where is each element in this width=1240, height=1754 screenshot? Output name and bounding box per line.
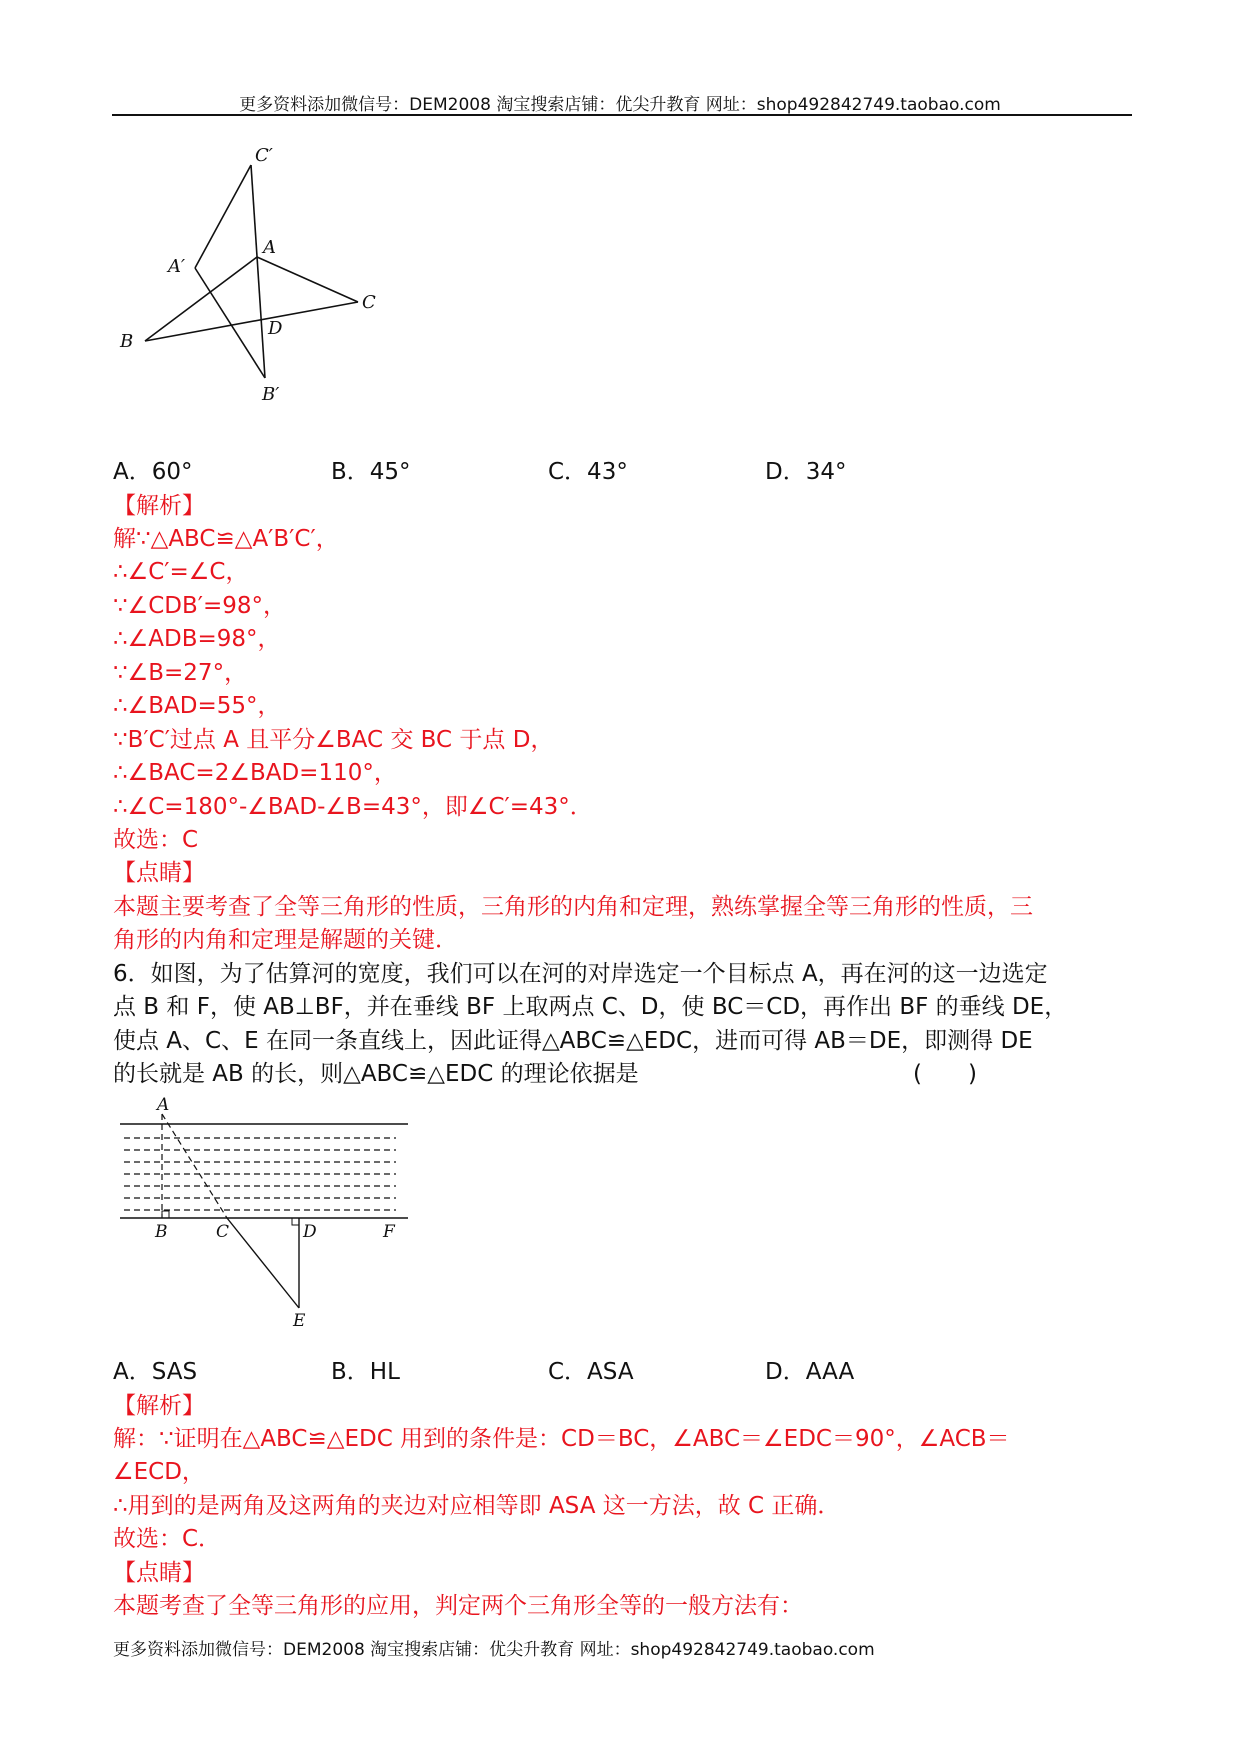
q5-option-d: D．34° [765,459,847,485]
q6-text-line: 使点 A、C、E 在同一条直线上，因此证得△ABC≌△EDC，进而可得 AB＝DE，即测得 DE [113,1028,1033,1054]
segment-c-prime-b-prime [251,165,265,378]
label-a-prime: A′ [168,256,186,277]
segment-b-c [145,302,358,341]
q5-option-a: A．60° [113,459,193,485]
q5-comment-line: 本题主要考查了全等三角形的性质，三角形的内角和定理，熟练掌握全等三角形的性质，三 [113,894,1033,920]
answer-blank: ( ) [913,1061,977,1087]
q6-comment-line: 本题考查了全等三角形的应用，判定两个三角形全等的一般方法有： [113,1593,803,1619]
q5-comment-heading: 【点睛】 [113,860,205,886]
q5-solution-line: ∵∠CDB′=98°， [113,593,287,619]
q6-solution-line: ∠ECD， [113,1459,205,1485]
label-a: A [263,237,276,258]
label-b: B [155,1222,168,1242]
q6-analysis-heading: 【解析】 [113,1393,205,1419]
right-angle-mark-d [292,1218,299,1225]
q6-option-d: D．AAA [765,1359,855,1385]
label-a: A [157,1095,170,1115]
q5-solution-line: ∴∠BAD=55°， [113,693,281,719]
right-angle-mark-b [162,1211,169,1218]
figure-river [110,1095,410,1335]
label-e: E [293,1311,306,1331]
q5-solution-line: ∴∠ADB=98°， [113,626,281,652]
q5-solution-line: ∵B′C′过点 A 且平分∠BAC 交 BC 于点 D， [113,727,554,753]
segment-c-e [227,1218,299,1308]
q6-text-line: 点 B 和 F，使 AB⊥BF，并在垂线 BF 上取两点 C、D，使 BC＝CD，再作出 BF 的垂线 DE， [113,994,1068,1020]
label-c-prime: C′ [255,145,273,166]
q6-solution-line: 解：∵证明在△ABC≌△EDC 用到的条件是：CD＝BC，∠ABC＝∠EDC＝90°，∠ACB＝ [113,1426,1010,1452]
page-header: 更多资料添加微信号：DEM2008 淘宝搜索店铺：优尖升教育 网址：shop492842749.taobao.com [239,95,1001,115]
header-divider [112,114,1132,116]
q6-text-line: 6．如图，为了估算河的宽度，我们可以在河的对岸选定一个目标点 A，再在河的这一边选定 [113,961,1048,987]
q6-comment-heading: 【点睛】 [113,1560,205,1586]
q5-solution-line: 解∵△ABC≌△A′B′C′， [113,526,339,552]
q6-text-line: 的长就是 AB 的长，则△ABC≌△EDC 的理论依据是 [113,1061,639,1087]
segment-a-b [145,257,257,341]
segment-c-prime-a-prime [195,165,251,268]
q5-answer: 故选：C [113,827,199,853]
q5-option-c: C．43° [548,459,628,485]
q6-option-c: C．ASA [548,1359,634,1385]
q5-solution-line: ∴∠C′=∠C， [113,559,249,585]
figure-triangles [110,145,400,415]
label-c: C [216,1222,230,1242]
label-d: D [268,318,283,339]
label-b-prime: B′ [262,384,280,405]
q5-solution-line: ∵∠B=27°， [113,660,248,686]
label-b: B [120,331,134,352]
page-footer: 更多资料添加微信号：DEM2008 淘宝搜索店铺：优尖升教育 网址：shop492842749.taobao.com [113,1640,875,1660]
label-c: C [362,292,376,313]
q5-solution-line: ∴∠BAC=2∠BAD=110°， [113,760,397,786]
q5-analysis-heading: 【解析】 [113,493,205,519]
q6-option-b: B．HL [331,1359,400,1385]
q6-option-a: A．SAS [113,1359,198,1385]
q5-comment-line: 角形的内角和定理是解题的关键． [113,927,458,953]
label-d: D [303,1222,317,1242]
label-f: F [383,1222,395,1242]
segment-a-prime-b-prime [195,268,265,378]
q6-solution-line: ∴用到的是两角及这两角的夹边对应相等即 ASA 这一方法，故 C 正确． [113,1493,841,1519]
q5-solution-line: ∴∠C=180°-∠BAD-∠B=43°，即∠C′=43°． [113,794,593,820]
q5-option-b: B．45° [331,459,411,485]
segment-a-c [257,257,358,302]
q6-answer: 故选：C． [113,1526,222,1552]
segment-a-c-dashed [162,1114,227,1218]
